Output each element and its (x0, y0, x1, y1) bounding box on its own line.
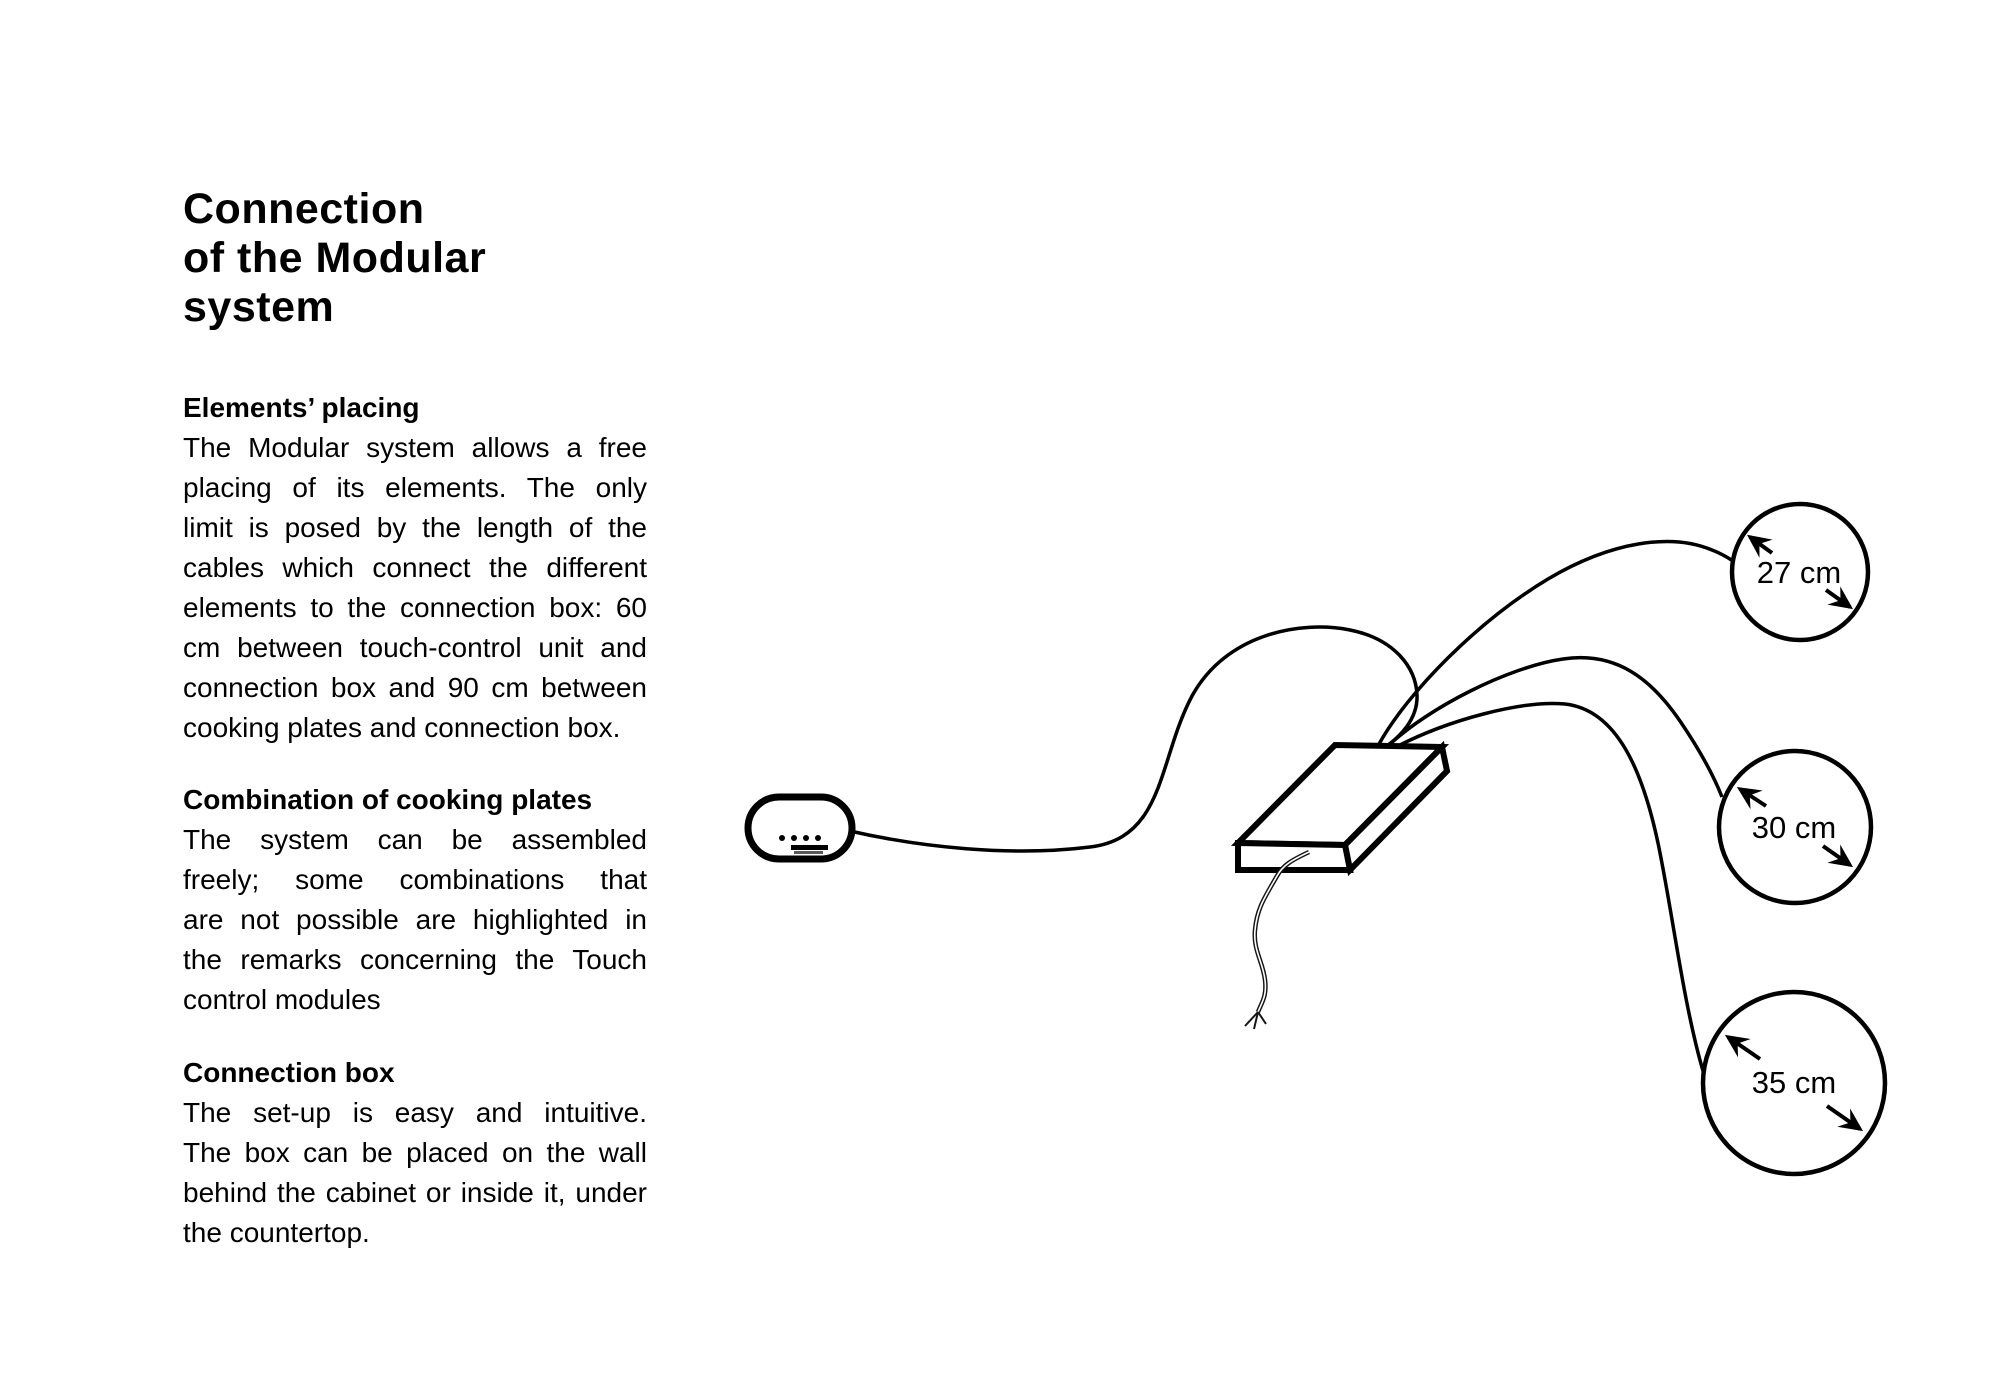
section-body: The system can be assembled freely; some combinations that are not possible are highlighted in the remarks concerning the Touch control modules (183, 824, 647, 1015)
section-heading: Connection box (183, 1057, 395, 1088)
section-body: The set-up is easy and intuitive. The box can be placed on the wall behind the cabinet or inside it, under the countertop. (183, 1097, 647, 1248)
circle-label-30cm: 30 cm (1751, 810, 1837, 845)
power-cable (1245, 852, 1309, 1029)
touch-control-print (791, 845, 828, 854)
connection-box-front-face (1238, 843, 1350, 870)
section-heading: Combination of cooking plates (183, 784, 593, 815)
connection-box (1238, 745, 1447, 870)
section-heading: Elements’ placing (183, 392, 420, 423)
circle-label-35cm: 35 cm (1751, 1065, 1837, 1100)
circle-label-27cm: 27 cm (1756, 555, 1842, 590)
section-body: The Modular system allows a free placing of its elements. The only limit is posed by the length of the cables which connect the different elements to the connection box: 60 cm between touch-control unit and connection box and 90 cm between cooking plates and connection box. (183, 432, 647, 743)
power-cable-frayed-wires (1245, 1012, 1266, 1029)
touch-control-unit (748, 797, 852, 859)
page-title: Connection of the Modular system (183, 185, 487, 331)
